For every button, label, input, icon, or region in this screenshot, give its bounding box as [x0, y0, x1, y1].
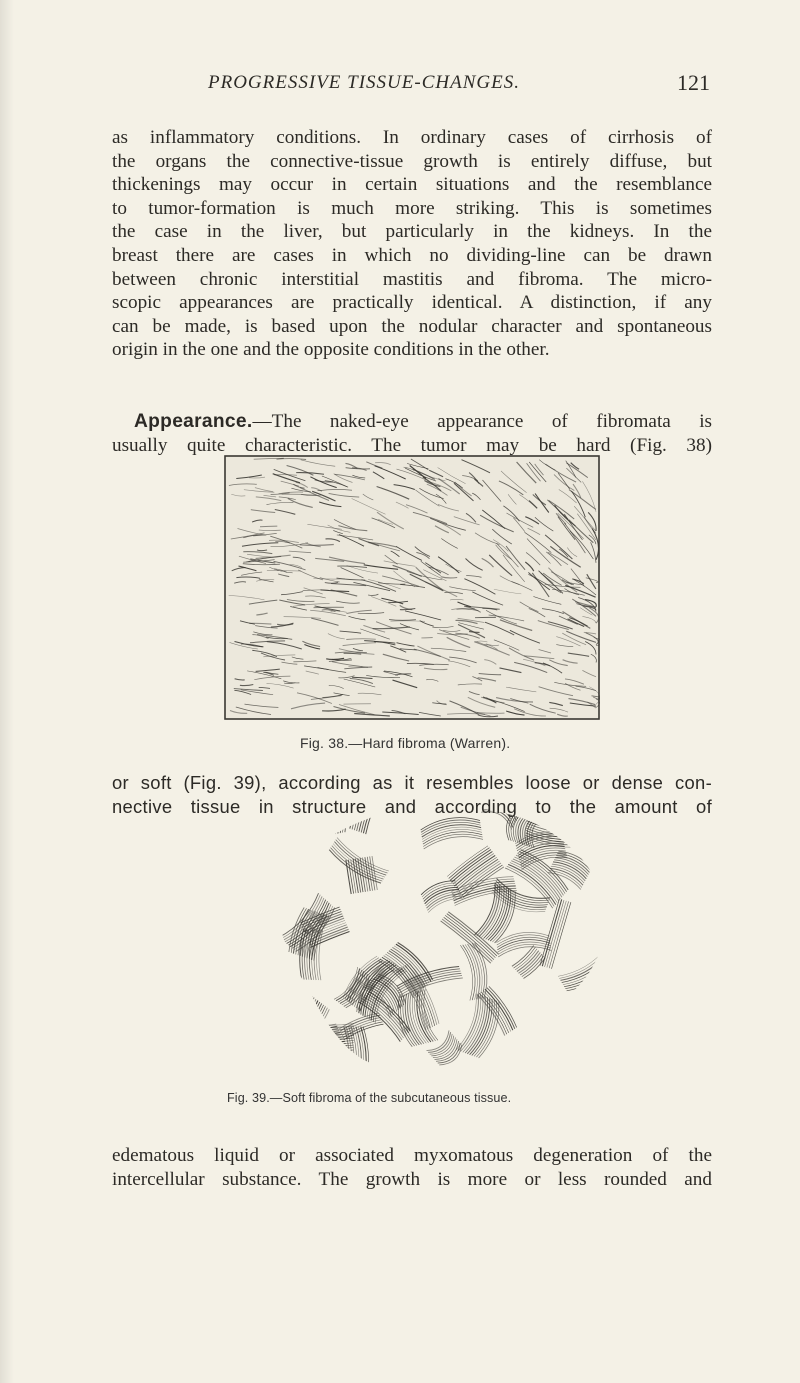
running-title: PROGRESSIVE TISSUE-CHANGES.	[208, 72, 520, 93]
whorl-stroke	[284, 805, 345, 824]
whorl-stroke	[474, 1000, 494, 1056]
figure-39-caption: Fig. 39.—Soft fibroma of the subcutaneous tissue.	[227, 1091, 512, 1105]
paragraph-cirrhosis	[112, 126, 712, 362]
section-heading-appearance: Appearance.	[134, 411, 253, 432]
text-line: breast there are cases in which no dividing-line can be drawn	[112, 244, 712, 266]
whorl-stroke	[296, 1019, 312, 1050]
figure-39-soft-fibroma	[270, 798, 610, 1075]
whorl-stroke	[294, 1041, 345, 1067]
text-line: the case in the liver, but particularly in the kidneys. In the	[112, 221, 712, 243]
whorl-stroke	[479, 1002, 499, 1059]
whorl-stroke	[320, 802, 327, 836]
whorl-stroke	[540, 1029, 569, 1053]
whorl-stroke	[339, 799, 346, 833]
whorl-stroke	[327, 801, 334, 835]
whorl-stroke	[304, 1049, 354, 1051]
text-line: usually quite characteristic. The tumor may be hard (Fig. 38)	[112, 434, 712, 456]
whorl-stroke	[354, 798, 369, 830]
text-line: between chronic interstitial mastitis and fibroma. The micro-	[112, 268, 712, 290]
whorl-stroke	[519, 952, 541, 973]
whorl-stroke	[567, 962, 610, 990]
whorl-stroke	[353, 859, 358, 893]
whorl-stroke	[281, 798, 342, 813]
whorl-stroke	[542, 1031, 571, 1055]
whorl-stroke	[350, 798, 365, 829]
whorl-stroke	[283, 800, 344, 819]
whorl-stroke	[498, 947, 551, 957]
whorl-stroke	[492, 798, 523, 811]
whorl-stroke	[476, 1001, 496, 1057]
whorl-stroke	[295, 1043, 346, 1069]
whorl-stroke	[441, 921, 491, 963]
whorl-stroke	[297, 1048, 348, 1074]
whorl-stroke	[431, 1036, 454, 1056]
whorl-stroke	[296, 1005, 324, 1041]
whorl-stroke	[363, 798, 378, 833]
whorl-stroke	[334, 800, 341, 834]
whorl-stroke	[282, 798, 343, 817]
whorl-stroke	[302, 1009, 330, 1045]
text-line: the organs the connective-tissue growth is entirely diffuse, but	[112, 150, 712, 172]
whorl-stroke	[528, 819, 591, 829]
whorl-stroke	[289, 1033, 340, 1059]
whorl-stroke	[534, 1022, 563, 1046]
whorl-stroke	[558, 851, 591, 868]
whorl-stroke	[303, 1016, 318, 1047]
whorl-stroke	[284, 996, 312, 1032]
whorl-stroke	[284, 803, 345, 822]
whorl-stroke	[285, 1024, 336, 1050]
whorl-stroke	[287, 1028, 338, 1054]
text-line: origin in the one and the opposite conditions in the other.	[112, 339, 550, 361]
whorl-stroke	[282, 798, 343, 815]
whorl-stroke	[300, 1008, 328, 1044]
whorl-stroke	[311, 1012, 326, 1043]
whorl-stroke	[367, 857, 372, 891]
whorl-stroke	[286, 998, 314, 1034]
whorl-stroke	[286, 810, 347, 829]
whorl-stroke	[430, 1034, 453, 1054]
whorl-stroke	[304, 1023, 354, 1025]
whorl-stroke	[292, 1021, 308, 1052]
whorl-stroke	[491, 798, 522, 813]
whorl-stroke	[346, 860, 351, 894]
whorl-stroke	[307, 1014, 322, 1045]
whorl-stroke	[470, 998, 490, 1054]
whorl-stroke	[545, 900, 564, 967]
whorl-stroke	[363, 858, 368, 892]
whorl-stroke	[482, 810, 513, 828]
whorl-stroke	[305, 1015, 321, 1046]
whorl-stroke	[517, 951, 539, 972]
whorl-stroke	[286, 812, 347, 831]
whorl-stroke	[361, 798, 376, 833]
whorl-stroke	[442, 919, 492, 961]
text-line: scopic appearances are practically identical. A distinction, if any	[112, 292, 712, 314]
whorl-stroke	[422, 990, 436, 1041]
text-line: can be made, is based upon the nodular character and spontaneous	[112, 315, 712, 337]
text-line: intercellular substance. The growth is more or less rounded and	[112, 1168, 712, 1190]
paragraph-appearance	[112, 410, 712, 457]
whorl-stroke	[424, 989, 438, 1040]
whorl-stroke	[288, 999, 316, 1035]
whorl-stroke	[286, 1026, 337, 1052]
whorl-stroke	[533, 1020, 562, 1044]
text-line: to tumor-formation is much more striking. This is sometimes	[112, 197, 712, 219]
whorl-stroke	[292, 1039, 343, 1065]
whorl-stroke	[329, 800, 336, 834]
whorl-stroke	[331, 800, 338, 834]
paragraph-edematous	[112, 1144, 712, 1191]
whorl-stroke	[433, 1038, 456, 1058]
whorl-stroke	[287, 814, 348, 833]
whorl-stroke	[558, 948, 606, 976]
figure-38-caption: Fig. 38.—Hard fibroma (Warren).	[300, 735, 511, 751]
whorl-stroke	[291, 1037, 342, 1063]
whorl-stroke	[527, 821, 590, 831]
whorl-stroke	[322, 802, 329, 836]
whorl-stroke	[366, 798, 381, 834]
whorl-stroke	[294, 1003, 322, 1039]
whorl-stroke	[304, 1042, 354, 1044]
soft-fibroma-illustration	[270, 798, 610, 1075]
hard-fibroma-illustration	[224, 455, 600, 720]
whorl-stroke	[461, 995, 481, 1052]
whorl-stroke	[317, 803, 324, 837]
whorl-stroke	[514, 947, 536, 968]
whorl-stroke	[336, 799, 343, 833]
page-header	[200, 66, 710, 106]
whorl-stroke	[315, 803, 322, 837]
text-line	[112, 410, 712, 434]
text-line: or soft (Fig. 39), according as it resembles loose or dense con-	[112, 772, 712, 793]
whorl-stroke	[531, 1018, 560, 1042]
whorl-stroke	[290, 1035, 341, 1061]
page-edge-shadow	[0, 0, 14, 1383]
whorl-stroke	[357, 798, 372, 831]
whorl-stroke	[359, 798, 374, 832]
whorl-stroke	[419, 990, 433, 1041]
whorl-stroke	[283, 995, 311, 1031]
text-line: edematous liquid or associated myxomatous degeneration of the	[112, 1145, 712, 1166]
whorl-stroke	[539, 1028, 568, 1052]
whorl-stroke	[540, 899, 559, 966]
whorl-stroke	[304, 1040, 354, 1042]
whorl-stroke	[298, 1018, 313, 1049]
whorl-stroke	[304, 1025, 354, 1027]
whorl-stroke	[436, 1041, 459, 1061]
whorl-stroke	[352, 798, 367, 829]
whorl-stroke	[309, 1013, 325, 1044]
whorl-stroke	[458, 994, 478, 1050]
whorl-stroke	[337, 838, 389, 871]
whorl-stroke	[484, 807, 515, 825]
whorl-stroke	[428, 898, 462, 912]
text-fragment: —The naked-eye appearance of fibromata is	[252, 411, 712, 432]
whorl-stroke	[435, 1039, 458, 1059]
text-line: nective tissue in structure and according to the amount of	[112, 796, 712, 817]
whorl-stroke	[561, 952, 609, 980]
whorl-stroke	[285, 807, 346, 826]
page-number: 121	[677, 70, 710, 95]
whorl-stroke	[564, 958, 610, 986]
whorl-stroke	[530, 1017, 559, 1041]
whorl-stroke	[498, 944, 551, 954]
whorl-stroke	[515, 949, 537, 970]
whorl-stroke	[324, 801, 331, 835]
whorl-stroke	[552, 902, 571, 969]
whorl-stroke	[298, 1006, 326, 1042]
whorl-stroke	[536, 1024, 565, 1048]
whorl-stroke	[301, 1017, 317, 1048]
whorl-stroke	[288, 1024, 304, 1055]
whorl-stroke	[292, 1002, 320, 1038]
whorl-stroke	[304, 1047, 354, 1049]
text-line: thickenings may occur in certain situations and the resemblance	[112, 174, 712, 196]
whorl-stroke	[294, 1020, 310, 1051]
whorl-stroke	[281, 993, 309, 1029]
whorl-stroke	[537, 1026, 566, 1050]
whorl-stroke	[290, 1001, 318, 1037]
whorl-stroke	[288, 1031, 339, 1057]
figure-38-hard-fibroma	[224, 455, 600, 720]
whorl-stroke	[290, 1023, 306, 1054]
text-line: as inflammatory conditions. In ordinary cases of cirrhosis of	[112, 127, 712, 148]
whorl-stroke	[549, 901, 568, 968]
whorl-stroke	[296, 1046, 347, 1072]
whorl-stroke	[547, 901, 566, 968]
